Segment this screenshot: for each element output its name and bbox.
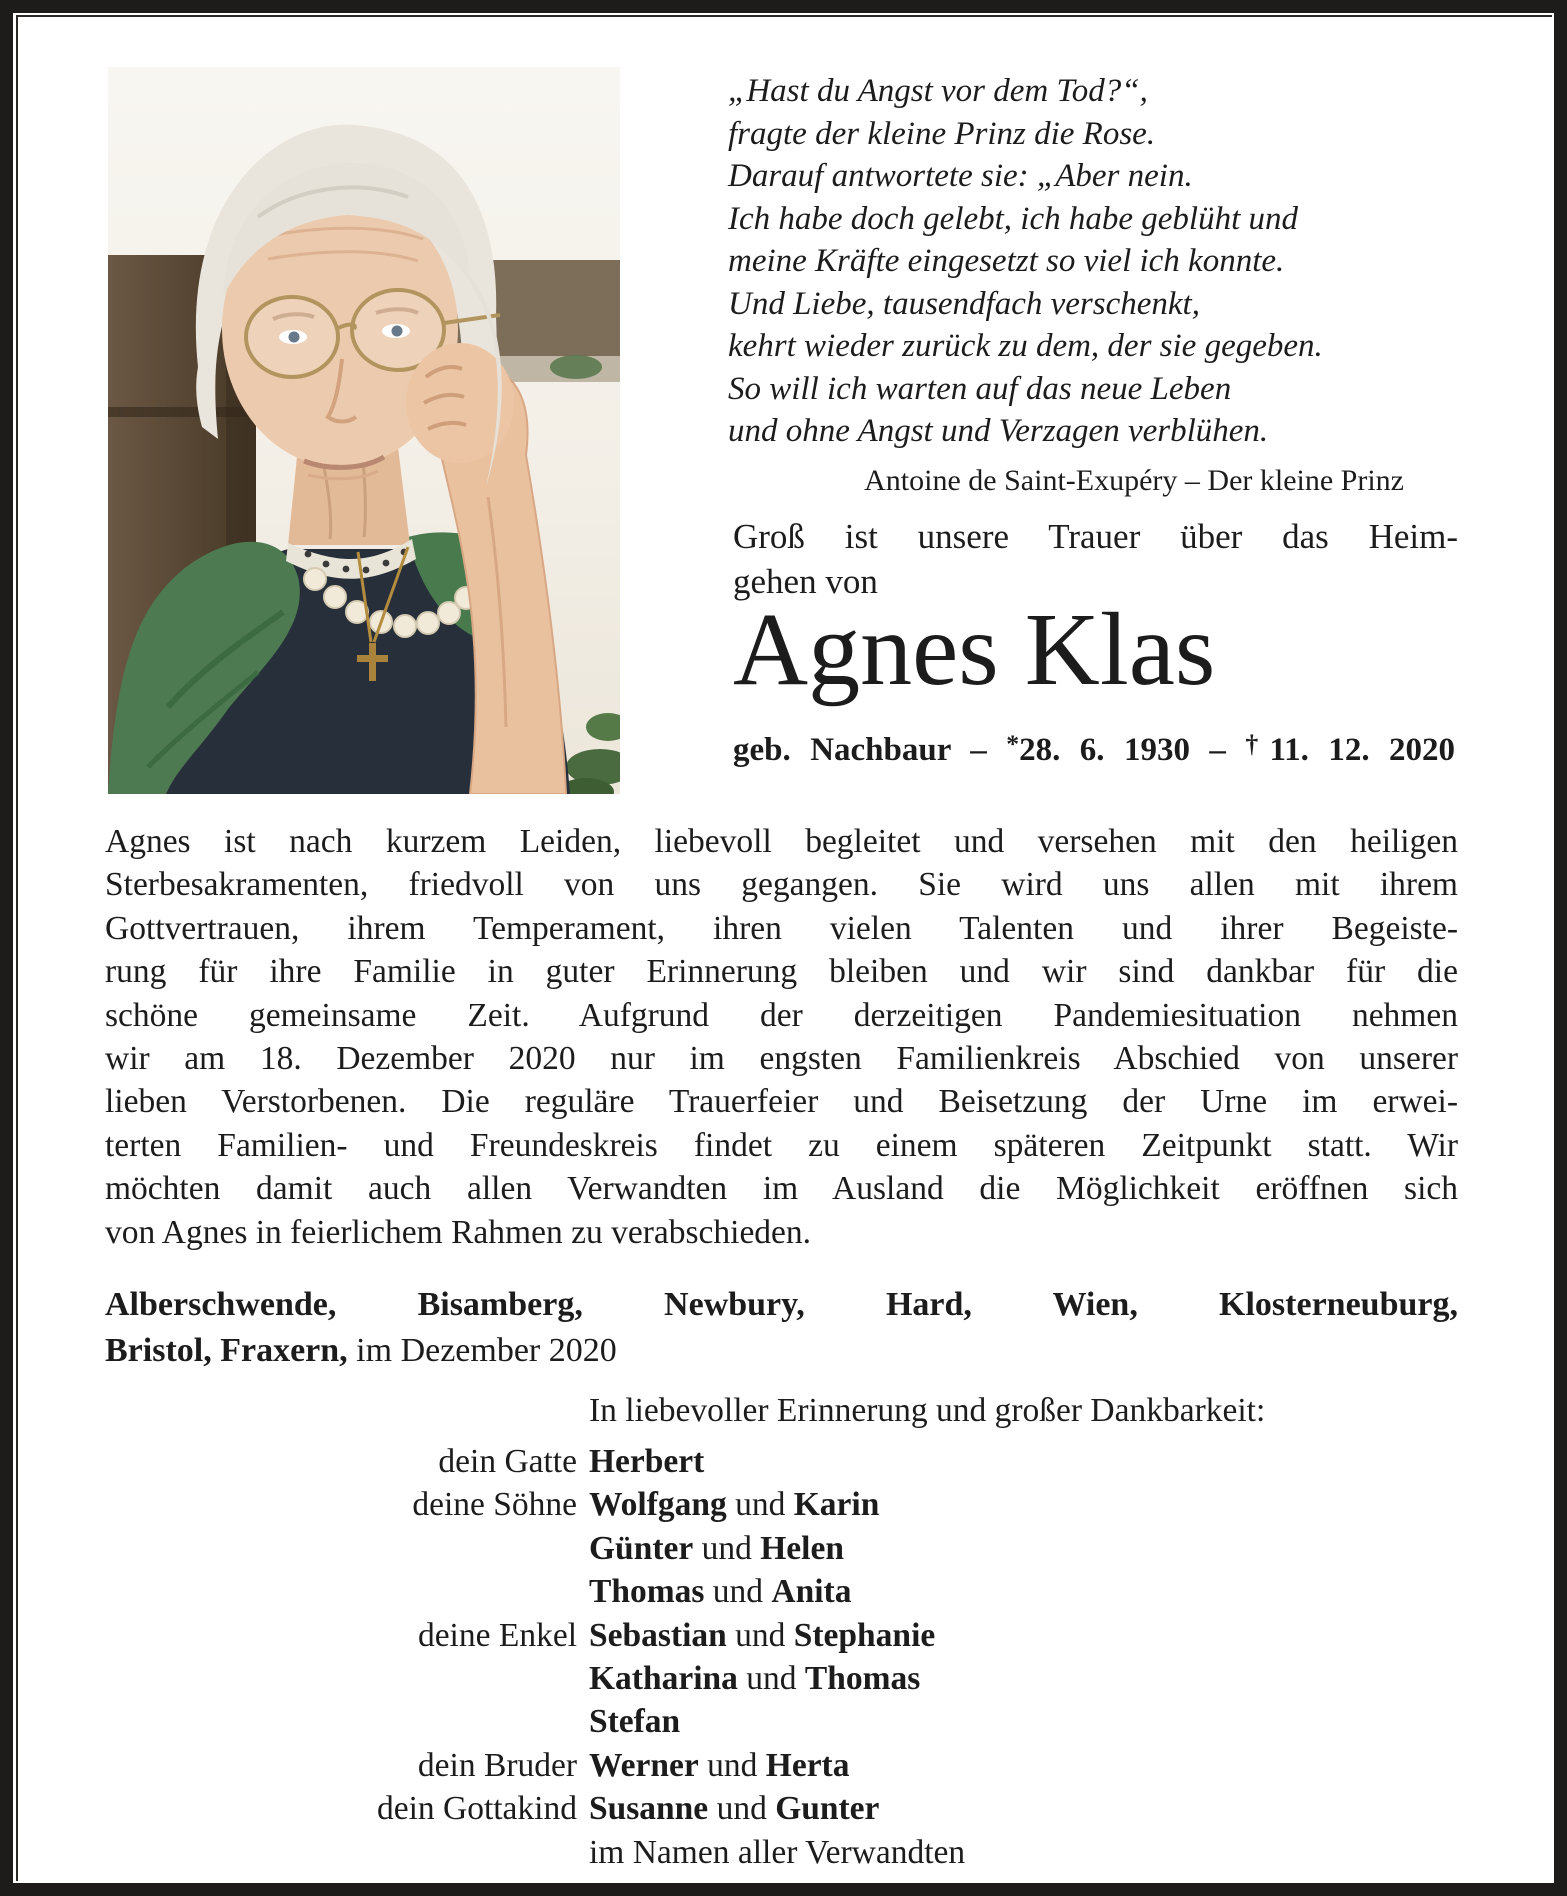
relative-names: Katharina und Thomas	[589, 1660, 921, 1698]
relative-row	[105, 1614, 1458, 1657]
text-line: lieben Verstorbenen. Die reguläre Trauerfeier und Beisetzung der Urne im erwei-	[105, 1083, 1458, 1121]
relative-names: Herbert	[589, 1443, 705, 1480]
text-line: und ohne Angst und Verzagen verblühen.	[728, 413, 1269, 449]
relative-names: Günter und Helen	[589, 1529, 844, 1567]
relation-label: dein Gatte	[438, 1443, 577, 1480]
text-line: „Hast du Angst vor dem Tod?“,	[728, 73, 1148, 109]
text-line: rung für ihre Familie in guter Erinnerung bleiben und wir sind dankbar für die	[105, 953, 1458, 991]
text-line: Und Liebe, tausendfach verschenkt,	[728, 285, 1200, 322]
maiden-name: geb. Nachbaur –	[733, 732, 987, 769]
relative-names: Thomas und Anita	[589, 1573, 852, 1611]
relative-names: Susanne und Gunter	[589, 1790, 880, 1828]
locations-block	[105, 1282, 1458, 1374]
text-line: meine Kräfte eingesetzt so viel ich konnte.	[728, 243, 1285, 279]
relative-row	[105, 1787, 1458, 1830]
memorial-line: In liebevoller Erinnerung und großer Dankbarkeit:	[589, 1392, 1266, 1429]
death-cross-symbol: †	[1245, 729, 1270, 758]
relative-row	[105, 1744, 1458, 1787]
birth-death-line	[733, 724, 1455, 770]
locations-line2-bold: Bristol, Fraxern,	[105, 1332, 348, 1369]
relative-names: im Namen aller Verwandten	[589, 1833, 966, 1871]
obituary-text	[105, 820, 1458, 1254]
deceased-name: Agnes Klas	[733, 592, 1216, 707]
relation-label	[105, 1570, 577, 1613]
text-line: von Agnes in feierlichem Rahmen zu verabschieden.	[105, 1213, 812, 1251]
date-separator: –	[1209, 732, 1226, 769]
relative-names: Wolfgang und Karin	[589, 1486, 880, 1524]
relative-row	[105, 1831, 1458, 1874]
locations-line1: Alberschwende, Bisamberg, Newbury, Hard, Wien, Klosterneuburg,	[105, 1286, 1458, 1323]
text-line: Darauf antwortete sie: „Aber nein.	[728, 158, 1193, 194]
relative-names: Stefan	[589, 1703, 681, 1741]
text-line: schöne gemeinsame Zeit. Aufgrund der derzeitigen Pandemiesituation nehmen	[105, 996, 1458, 1034]
poem-attribution: Antoine de Saint-Exupéry – Der kleine Prinz	[864, 464, 1404, 497]
text-line: terten Familien- und Freundeskreis findet zu einem späteren Zeitpunkt statt. Wir	[105, 1126, 1458, 1164]
relative-row	[105, 1570, 1458, 1613]
text-line: möchten damit auch allen Verwandten im Ausland die Möglichkeit eröffnen sich	[105, 1170, 1458, 1208]
text-line: Groß ist unsere Trauer über das Heim-	[733, 517, 1458, 556]
birth-date: 28. 6. 1930	[1019, 732, 1190, 769]
relation-label: dein Gottakind	[376, 1790, 577, 1828]
relation-label	[105, 1657, 577, 1700]
relation-label: deine Enkel	[417, 1616, 577, 1654]
intro-text	[733, 514, 1458, 604]
locations-line2	[105, 1328, 1458, 1374]
death-date: 11. 12. 2020	[1269, 732, 1456, 769]
text-line: wir am 18. Dezember 2020 nur im engsten Familienkreis Abschied von unserer	[105, 1040, 1458, 1078]
relation-label	[105, 1831, 577, 1874]
relation-label: deine Söhne	[412, 1486, 577, 1524]
birth-star-symbol: *	[1006, 729, 1020, 758]
text-line: Gottvertrauen, ihrem Temperament, ihren vielen Talenten und ihrer Begeiste-	[105, 909, 1458, 947]
locations-date: im Dezember 2020	[356, 1332, 617, 1369]
poem	[728, 70, 1418, 453]
text-line: So will ich warten auf das neue Leben	[728, 370, 1232, 407]
relation-label	[105, 1527, 577, 1570]
text-line: Sterbesakramenten, friedvoll von uns gegangen. Sie wird uns allen mit ihrem	[105, 866, 1458, 904]
portrait-photo	[108, 67, 620, 794]
relative-row	[105, 1700, 1458, 1743]
portrait-illustration	[108, 67, 620, 794]
text-line: kehrt wieder zurück zu dem, der sie gegeben.	[728, 328, 1323, 364]
relatives-list	[105, 1440, 1458, 1874]
relative-row	[105, 1527, 1458, 1570]
relation-label	[105, 1700, 577, 1743]
text-line: Ich habe doch gelebt, ich habe geblüht und	[728, 200, 1299, 237]
text-line: Agnes ist nach kurzem Leiden, liebevoll begleitet und versehen mit den heiligen	[105, 823, 1458, 860]
relative-row	[105, 1483, 1458, 1526]
relative-row	[105, 1657, 1458, 1700]
relative-row	[105, 1440, 1458, 1483]
text-line: fragte der kleine Prinz die Rose.	[728, 115, 1156, 152]
relation-label: dein Bruder	[417, 1746, 577, 1784]
text-line: gehen von	[733, 562, 878, 601]
relative-names: Werner und Herta	[589, 1746, 850, 1784]
relative-names: Sebastian und Stephanie	[589, 1616, 936, 1654]
